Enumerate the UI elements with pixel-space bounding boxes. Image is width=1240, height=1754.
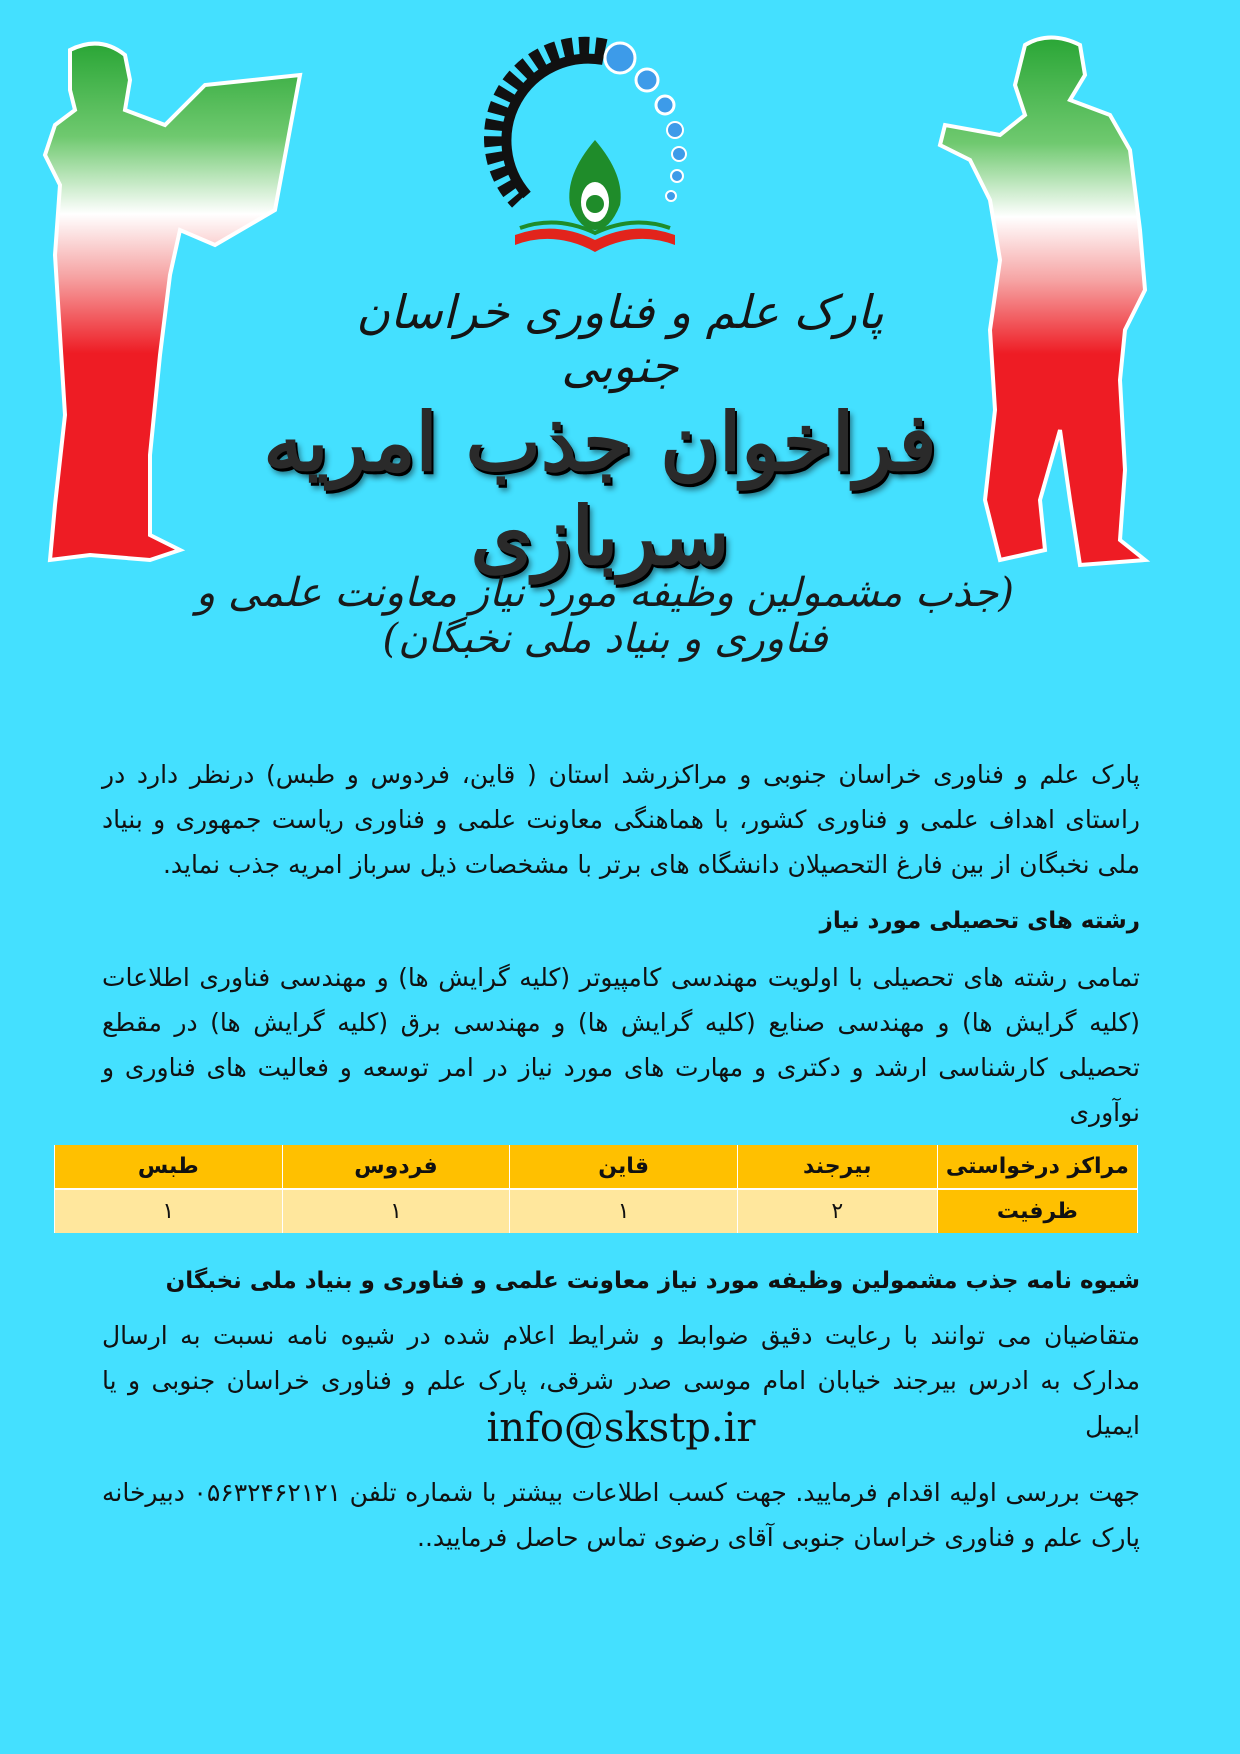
- centers-table: [54, 1145, 1138, 1233]
- procedure-paragraph: متقاضیان می توانند با رعایت دقیق ضوابط و شرایط اعلام شده در شیوه نامه نسبت به ارسال مدارک به ادرس بیرجند خیابان امام موسی صدر شرقی، پارک علم و فناوری خراسان جنوبی و یا ایمیل: [102, 1321, 1140, 1440]
- page-title: فراخوان جذب امریه سربازی: [263, 395, 937, 583]
- table-header-row: [55, 1145, 1138, 1189]
- closing-paragraph: جهت بررسی اولیه اقدام فرمایید. جهت کسب اطلاعات بیشتر با شماره تلفن ۰۵۶۳۲۴۶۲۱۲۱ دبیرخانه پارک علم و فناوری خراسان جنوبی آقای رضوی تماس حاصل فرمایید..: [102, 1478, 1140, 1552]
- intro-paragraph: پارک علم و فناوری خراسان جنوبی و مراکزرشد استان ( قاین، فردوس و طبس) درنظر دارد در راستای اهداف علمی و فناوری کشور، با هماهنگی معاونت علمی و فناوری ریاست جمهوری و بنیاد ملی نخبگان از بین فارغ التحصیلان دانشگاه های برتر با مشخصات ذیل سرباز امریه جذب نماید.: [102, 760, 1140, 879]
- table-cell: ۱: [282, 1189, 510, 1233]
- table-cell: ۲: [737, 1189, 937, 1233]
- page-subtitle: (جذب مشمولین وظیفه مورد نیاز معاونت علمی و فناوری و بنیاد ملی نخبگان): [196, 570, 1014, 662]
- table-header-cell: فردوس: [282, 1145, 510, 1189]
- procedure-heading: شیوه نامه جذب مشمولین وظیفه مورد نیاز معاونت علمی و فناوری و بنیاد ملی نخبگان: [165, 1268, 1140, 1294]
- table-row-label: ظرفیت: [937, 1189, 1137, 1233]
- fields-heading: رشته های تحصیلی مورد نیاز: [819, 908, 1140, 934]
- park-name: پارک علم و فناوری خراسان جنوبی: [356, 285, 884, 393]
- table-cell: ۱: [510, 1189, 737, 1233]
- table-header-cell: مراکز درخواستی: [937, 1145, 1137, 1189]
- table-header-cell: قاین: [510, 1145, 737, 1189]
- table-header-cell: طبس: [55, 1145, 283, 1189]
- science-park-logo-icon: [475, 30, 715, 270]
- table-row: [55, 1189, 1138, 1233]
- email-address[interactable]: info@skstp.ir: [486, 1405, 756, 1451]
- table-cell: ۱: [55, 1189, 283, 1233]
- table-header-cell: بیرجند: [737, 1145, 937, 1189]
- fields-paragraph: تمامی رشته های تحصیلی با اولویت مهندسی کامپیوتر (کلیه گرایش ها) و مهندسی فناوری اطلاعات (کلیه گرایش ها) و مهندسی صنایع (کلیه گرایش ها) و مهندسی برق (کلیه گرایش ها) در مقطع تحصیلی کارشناسی ارشد و دکتری و مهارت های مورد نیاز در امر توسعه و فعالیت های فناوری و نوآوری: [102, 963, 1140, 1127]
